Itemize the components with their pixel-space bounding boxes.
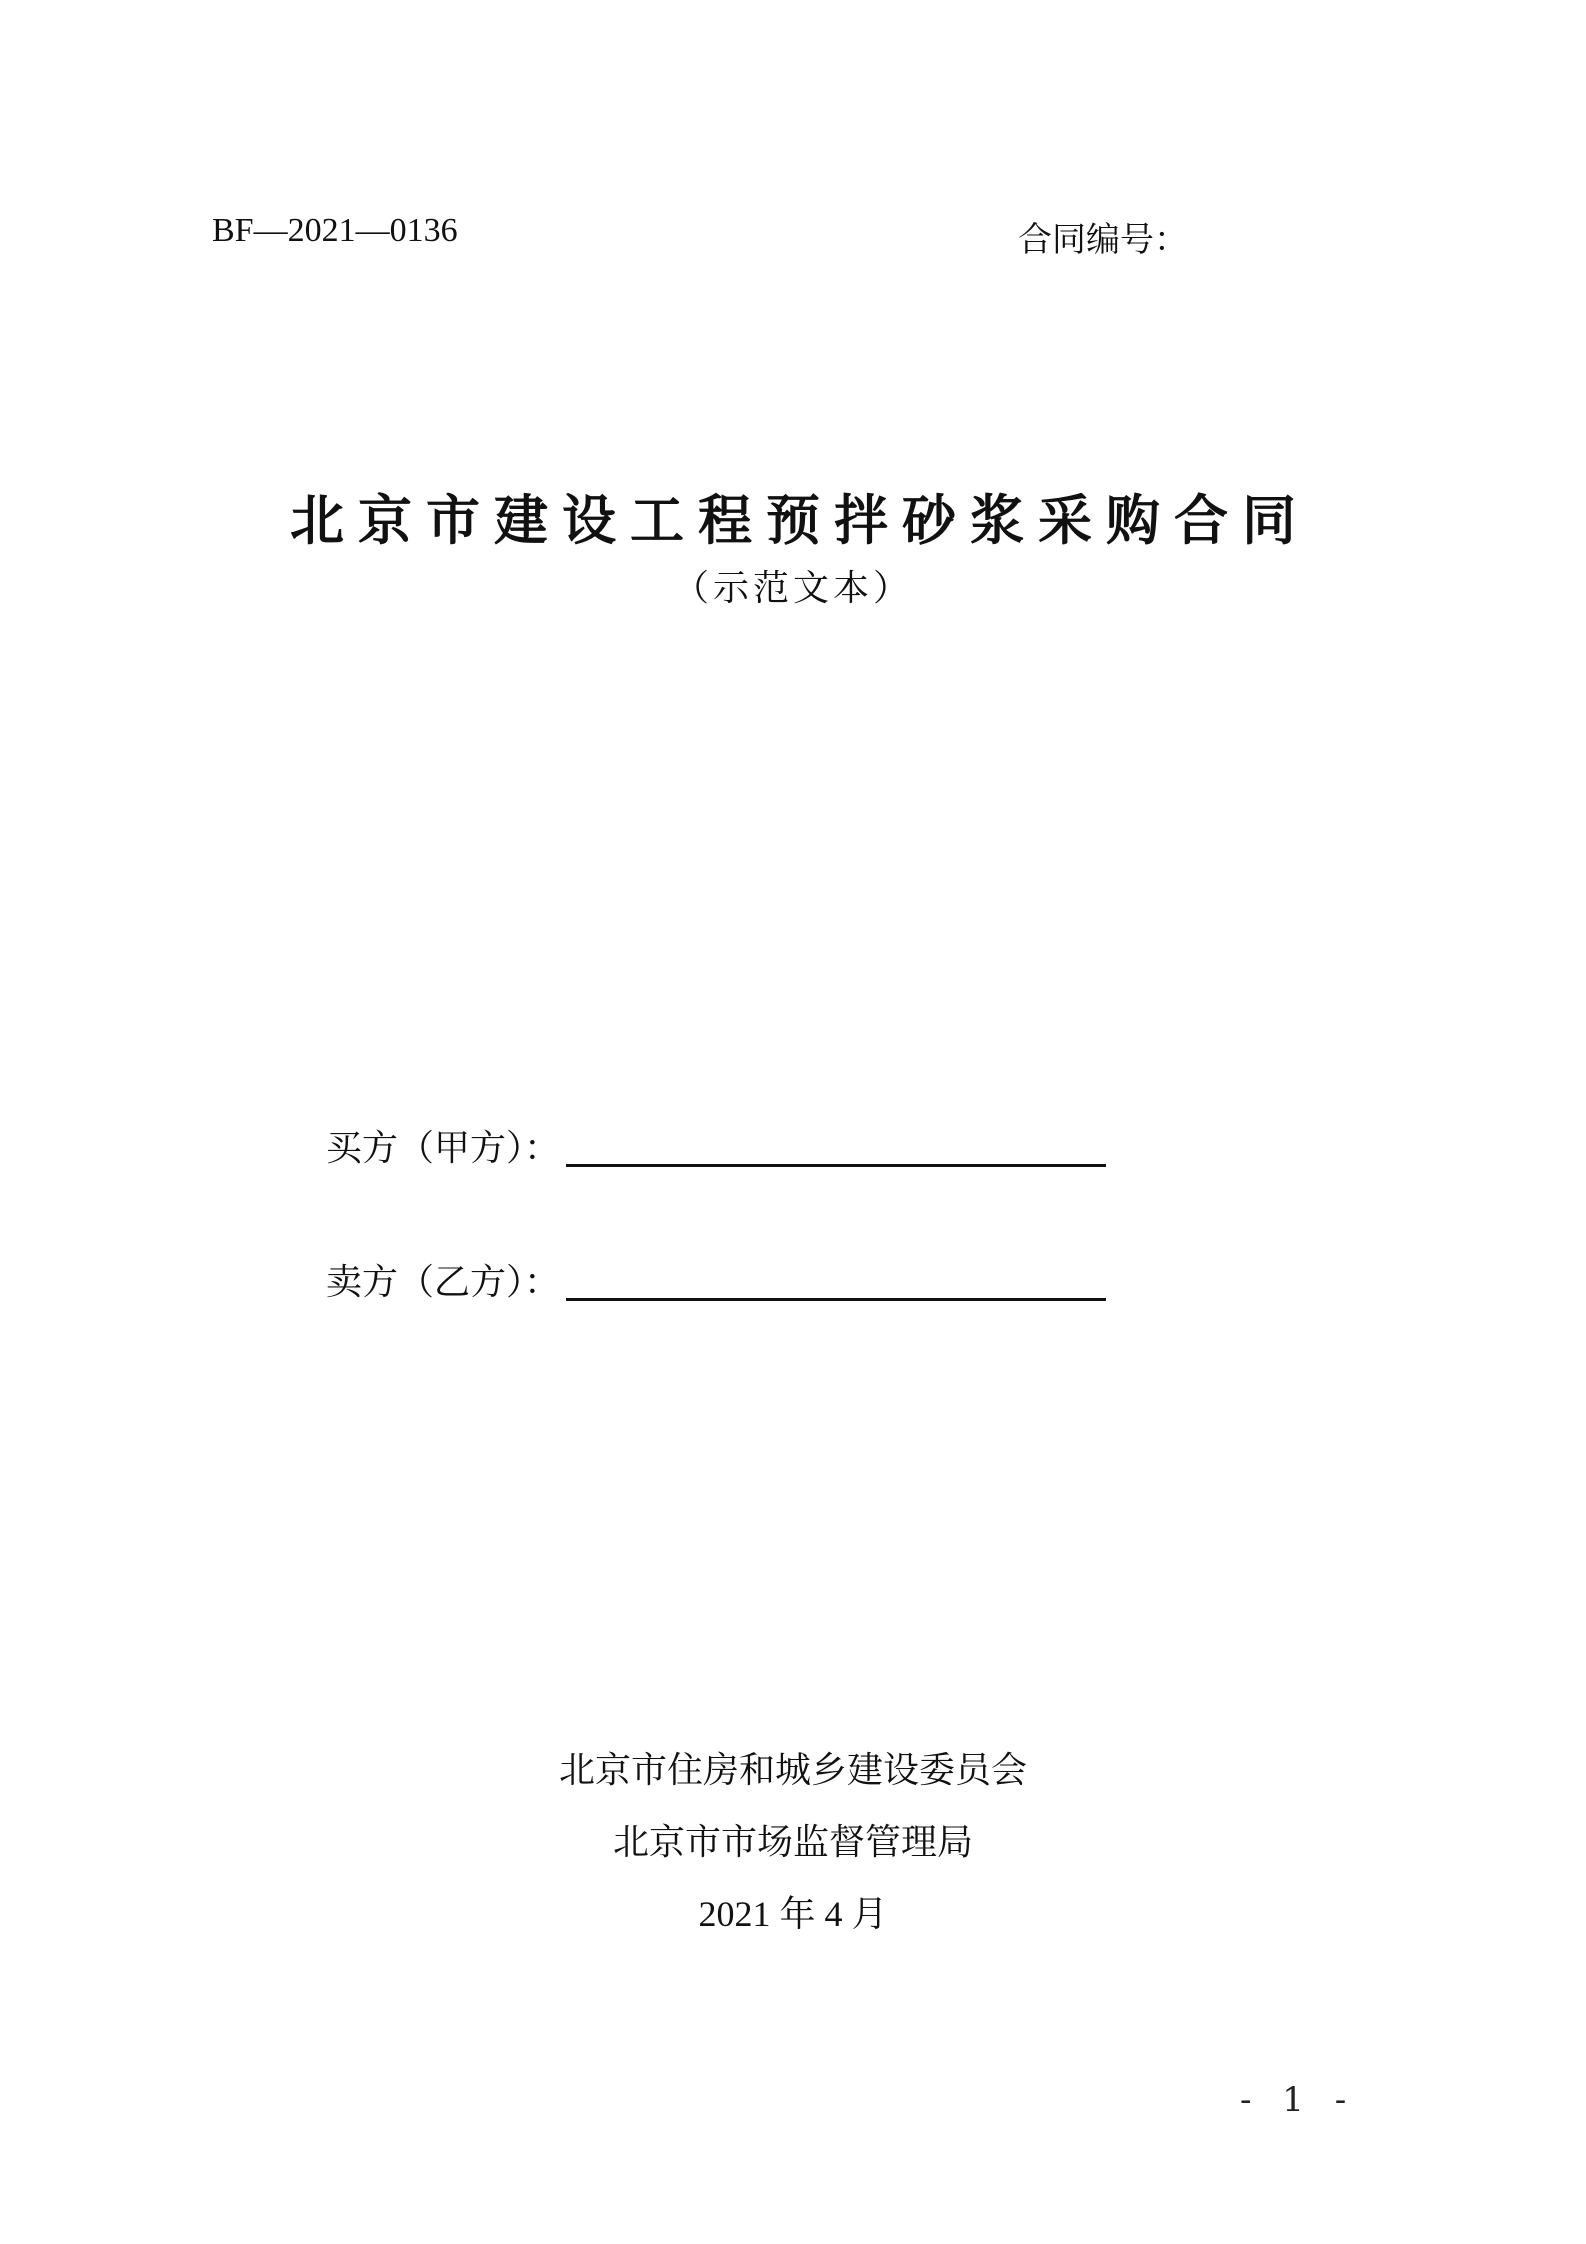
issue-date: 2021 年 4 月 xyxy=(698,1894,888,1934)
buyer-blank-line xyxy=(566,1164,1106,1167)
seller-label: 卖方（乙方）： xyxy=(326,1262,561,1303)
issuer-market-regulation: 北京市市场监督管理局 xyxy=(612,1822,973,1863)
buyer-row xyxy=(326,1120,1106,1171)
page-number: - 1 - xyxy=(1240,2080,1357,2120)
buyer-label: 买方（甲方）： xyxy=(326,1128,561,1169)
document-subtitle: （示范文本） xyxy=(672,568,913,609)
seller-row xyxy=(326,1254,1106,1305)
document-code: BF—2021—0136 xyxy=(212,212,458,249)
issuer-housing-commission: 北京市住房和城乡建设委员会 xyxy=(558,1750,1027,1791)
document-title: 北京市建设工程预拌砂浆采购合同 xyxy=(290,488,1310,552)
contract-number-label: 合同编号： xyxy=(1018,220,1188,260)
seller-blank-line xyxy=(566,1298,1106,1301)
